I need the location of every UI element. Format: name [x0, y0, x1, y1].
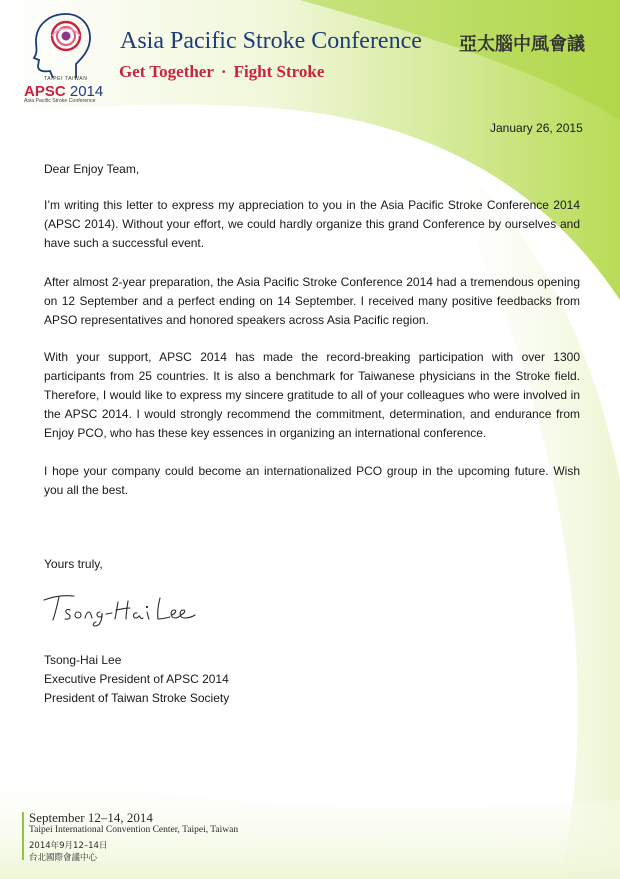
salutation: Dear Enjoy Team, — [44, 162, 140, 176]
paragraph: I hope your company could become an internationalized PCO group in the upcoming future. Wish you all the best. — [44, 464, 580, 497]
logo-name-prefix: APSC — [24, 83, 66, 100]
footer-venue-chinese: 台北國際會議中心 — [29, 853, 98, 863]
logo-caption: Asia Pacific Stroke Conference — [24, 98, 96, 104]
handwritten-signature — [40, 588, 200, 632]
signer-title: Executive President of APSC 2014 — [44, 672, 229, 686]
footer-date-chinese: 2014年9月12–14日 — [29, 841, 108, 851]
paragraph: With your support, APSC 2014 has made the record-breaking participation with over 1300 participants from 25 countries. It is also a benchmark for Taiwanese physicians in the Stroke field. Therefore, I would like to express my sincere gratitude to all of your colleagues who were involved in the APSC 2014. I would strongly recommend the commitment, determination, and endurance from Enjoy PCO, who has these key essences in organizing an international conference. — [44, 350, 580, 440]
logo-name-year: 2014 — [65, 83, 104, 100]
conference-title-chinese: 亞太腦中風會議 — [459, 34, 585, 55]
paragraph: I’m writing this letter to express my appreciation to you in the Asia Pacific Stroke Conference 2014 (APSC 2014). Without your effort, we could hardly organize this grand Conference by ourselves and have such a successful event. — [44, 198, 580, 250]
signer-title: President of Taiwan Stroke Society — [44, 691, 230, 705]
slogan — [119, 62, 324, 82]
apsc-head-logo-icon — [26, 8, 98, 78]
closing: Yours truly, — [44, 557, 103, 571]
paragraph: After almost 2-year preparation, the Asia Pacific Stroke Conference 2014 had a tremendous opening on 12 September and a perfect ending on 14 September. I received many positive feedbacks from APSO representatives and honored speakers across Asia Pacific region. — [44, 275, 580, 327]
footer-accent-bar — [22, 812, 24, 860]
letter-date: January 26, 2015 — [490, 121, 583, 135]
slogan-separator: · — [220, 62, 227, 81]
footer-venue: Taipei International Convention Center, Taipei, Taiwan — [29, 825, 239, 835]
footer-date: September 12–14, 2014 — [29, 810, 153, 825]
slogan-right: Fight Stroke — [233, 62, 325, 81]
slogan-left: Get Together — [119, 62, 214, 81]
signer-name: Tsong-Hai Lee — [44, 653, 122, 667]
conference-title: Asia Pacific Stroke Conference — [120, 28, 422, 54]
logo-tagline: TAIPEI TAIWAN — [44, 76, 88, 82]
